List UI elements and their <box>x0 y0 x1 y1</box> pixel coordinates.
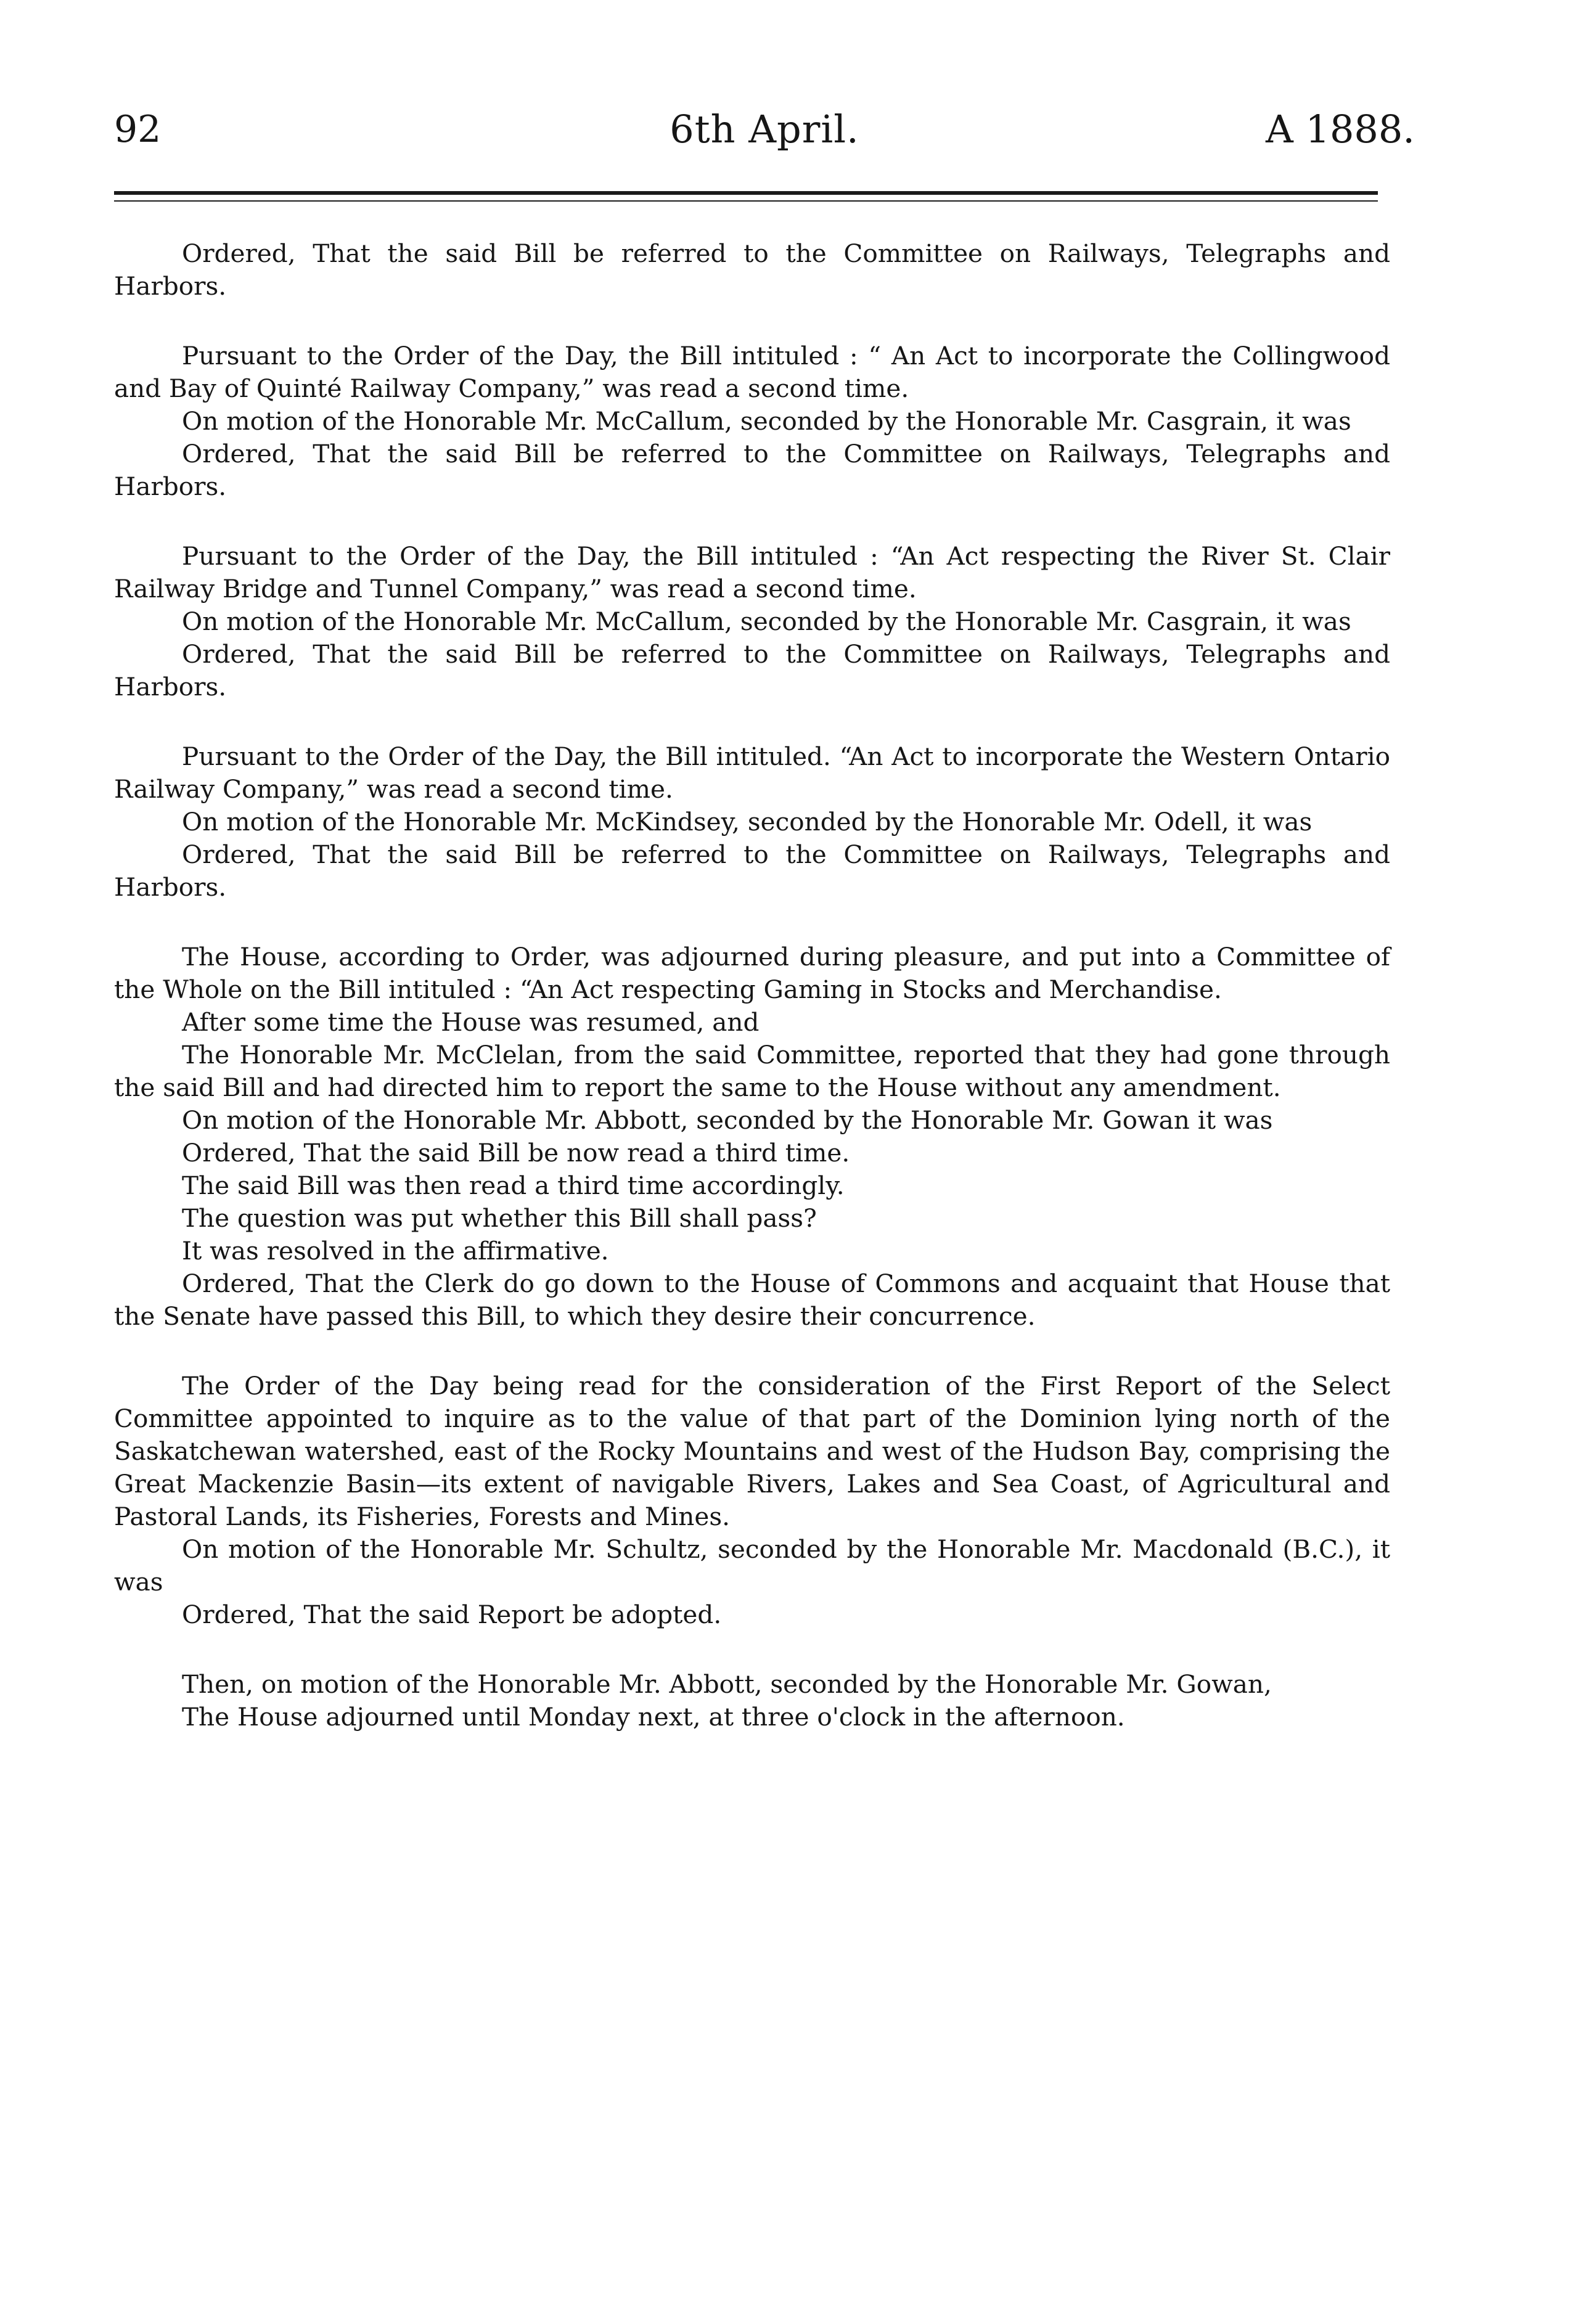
paragraph-house-resumed: After some time the House was resumed, and <box>182 1007 760 1037</box>
page-number: 92 <box>114 108 162 151</box>
paragraph-third-reading-done: The said Bill was then read a third time accordingly. <box>182 1171 845 1200</box>
paragraph-western-ontario-second-reading: Pursuant to the Order of the Day, the Bill intituled. “An Act to incorporate the Western Ontario Railway Company,” was read a second time. <box>114 742 1390 804</box>
paragraph-collingwood-ordered: Ordered, That the said Bill be referred to the Committee on Railways, Telegraphs and Harbors. <box>114 439 1390 501</box>
paragraph-resolved-affirmative: It was resolved in the affirmative. <box>182 1236 609 1266</box>
paragraph-committee-of-whole: The House, according to Order, was adjourned during pleasure, and put into a Committee of the Whole on the Bill intituled : “An Act respecting Gaming in Stocks and Merchandise. <box>114 942 1390 1004</box>
paragraph-collingwood-second-reading: Pursuant to the Order of the Day, the Bill intituled : “ An Act to incorporate the Collingwood and Bay of Quinté Railway Company,” was read a second time. <box>114 341 1390 403</box>
paragraph-adjournment-motion: Then, on motion of the Honorable Mr. Abbott, seconded by the Honorable Mr. Gowan, <box>182 1669 1272 1699</box>
paragraph-mackenzie-basin-report: The Order of the Day being read for the consideration of the First Report of the Select Committee appointed to inquire as to the value of that part of the Dominion lying north of the Saskatchewan watershed, east of the Rocky Mountains and west of the Hudson Bay, comprising the Great Mackenzie Basin—its extent of navigable Rivers, Lakes and Sea Coast, of Agricultural and Pastoral Lands, its Fisheries, Forests and Mines. <box>114 1371 1390 1531</box>
paragraph-message-to-commons: Ordered, That the Clerk do go down to the House of Commons and acquaint that House that the Senate have passed this Bill, to which they desire their concurrence. <box>114 1269 1390 1331</box>
journal-body <box>114 237 1390 1733</box>
paragraph-committee-report: The Honorable Mr. McClelan, from the said Committee, reported that they had gone through the said Bill and had directed him to report the same to the House without any amendment. <box>114 1040 1390 1102</box>
paragraph-western-ontario-ordered: Ordered, That the said Bill be referred to the Committee on Railways, Telegraphs and Harbors. <box>114 840 1390 902</box>
paragraph-st-clair-ordered: Ordered, That the said Bill be referred to the Committee on Railways, Telegraphs and Harbors. <box>114 639 1390 702</box>
paragraph-ordered-collingwood-referral: Ordered, That the said Bill be referred to the Committee on Railways, Telegraphs and Harbors. <box>114 239 1390 301</box>
paragraph-st-clair-motion: On motion of the Honorable Mr. McCallum, seconded by the Honorable Mr. Casgrain, it was <box>182 607 1351 636</box>
header-rule-thin <box>114 200 1378 202</box>
header-rule-thick <box>114 191 1378 195</box>
paragraph-schultz-motion: On motion of the Honorable Mr. Schultz, seconded by the Honorable Mr. Macdonald (B.C.), it was <box>114 1534 1390 1597</box>
paragraph-third-reading-ordered: Ordered, That the said Bill be now read a third time. <box>182 1138 850 1168</box>
running-head: 6th April. <box>670 107 859 152</box>
paragraph-house-adjourned: The House adjourned until Monday next, at three o'clock in the afternoon. <box>182 1702 1125 1732</box>
paragraph-western-ontario-motion: On motion of the Honorable Mr. McKindsey, seconded by the Honorable Mr. Odell, it was <box>182 807 1313 837</box>
paragraph-question-put: The question was put whether this Bill shall pass? <box>182 1203 817 1233</box>
paragraph-collingwood-motion: On motion of the Honorable Mr. McCallum, seconded by the Honorable Mr. Casgrain, it was <box>182 406 1351 436</box>
paragraph-abbott-motion: On motion of the Honorable Mr. Abbott, seconded by the Honorable Mr. Gowan it was <box>182 1105 1273 1135</box>
paragraph-st-clair-second-reading: Pursuant to the Order of the Day, the Bill intituled : “An Act respecting the River St. Clair Railway Bridge and Tunnel Company,” was read a second time. <box>114 541 1390 604</box>
paragraph-report-adopted: Ordered, That the said Report be adopted. <box>182 1600 722 1629</box>
year-mark: A 1888. <box>1266 107 1415 152</box>
page-header <box>114 105 1415 160</box>
